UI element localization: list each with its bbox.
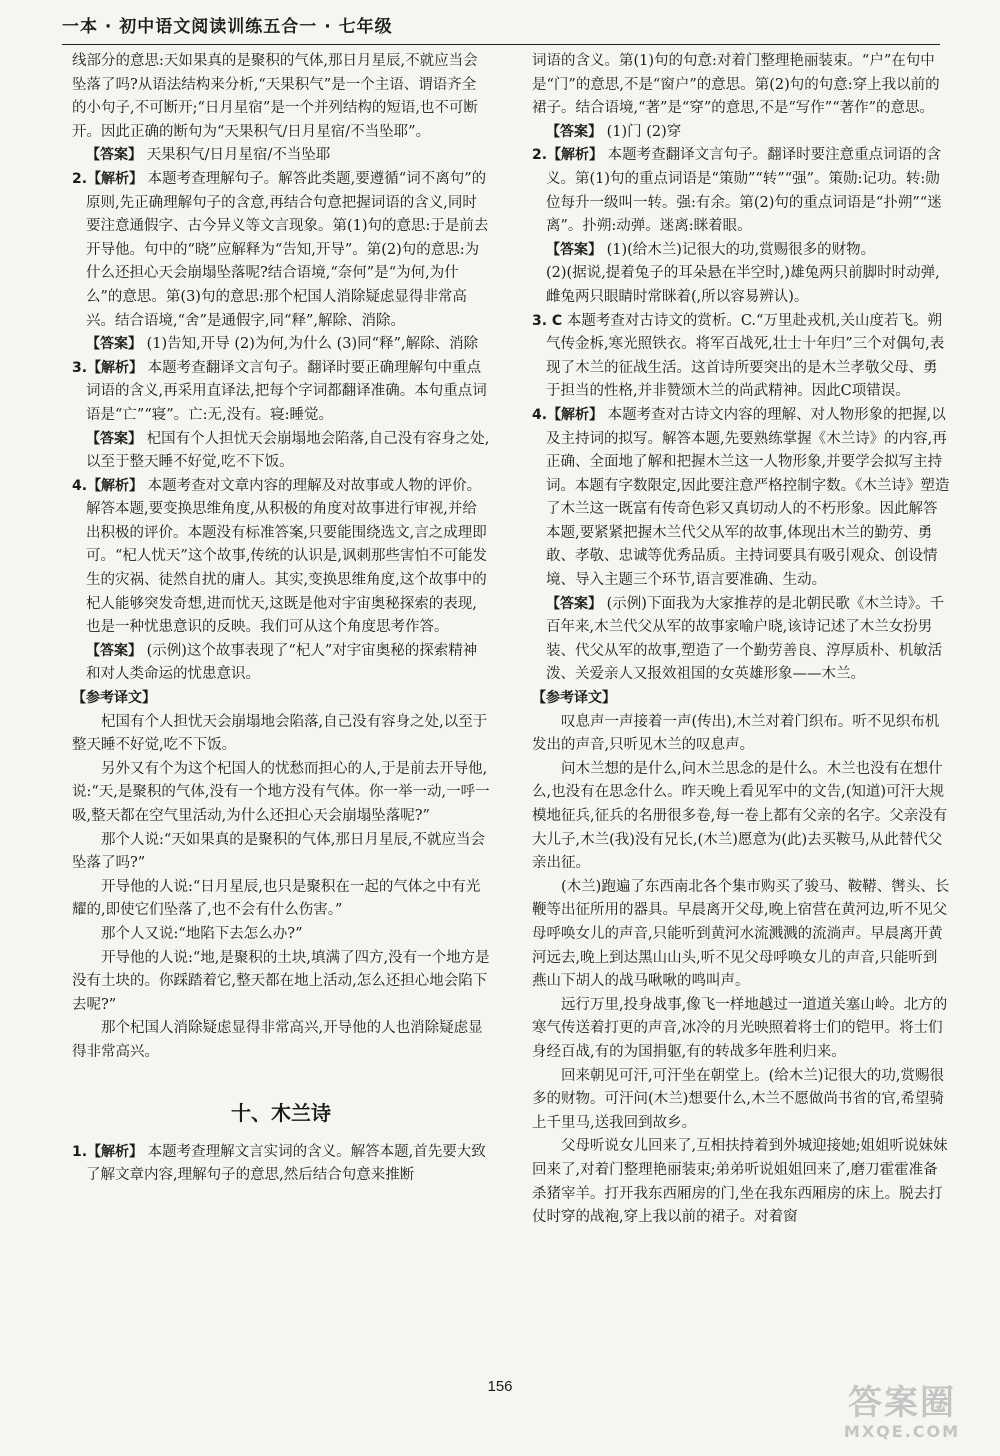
analysis-tag: 【解析】 — [87, 477, 144, 494]
answer-text: (1)门 (2)穿 — [606, 123, 682, 140]
question-4-analysis — [532, 404, 950, 593]
reference-translation-heading: 【参考译文】 — [72, 690, 156, 707]
left-column — [72, 50, 490, 1188]
answer-tag: 【答案】 — [86, 430, 142, 447]
continuation-text: 线部分的意思:天如果真的是聚积的气体,那日月星辰,不就应当会坠落了吗?从语法结构来分析,“天果积气”是一个主语、谓语齐全的小句子,不可断开;“日月星宿”是一个并列结构的短语,也不可断开。因此正确的断句为“天果积气/日月星宿/不当坠耶”。 — [72, 53, 478, 140]
question-number: 4. — [532, 406, 548, 423]
question-2-answer — [532, 239, 950, 263]
translation-paragraph: 那个人说:“天如果真的是聚积的气体,那日月星辰,不就应当会坠落了吗?” — [72, 831, 486, 872]
question-4-analysis — [72, 475, 490, 640]
question-3-analysis — [532, 310, 950, 404]
translation-paragraph: 开导他的人说:“日月星辰,也只是聚积在一起的气体之中有光耀的,即使它们坠落了,也不会有什么伤害。” — [72, 878, 481, 919]
question-3-analysis — [72, 357, 490, 428]
translation-paragraph: 远行万里,投身战事,像飞一样地越过一道道关塞山岭。北方的寒气传送着打更的声音,冰冷的月光映照着将士们的铠甲。将士们身经百战,有的为国捐躯,有的转战多年胜利归来。 — [532, 996, 948, 1060]
question-4-answer — [532, 593, 950, 687]
translation-paragraph: 回来朝见可汗,可汗坐在朝堂上。(给木兰)记很大的功,赏赐很多的财物。可汗问(木兰)想要什么,木兰不愿做尚书省的官,希望骑上千里马,送我回到故乡。 — [532, 1067, 945, 1131]
section-title: 十、木兰诗 — [231, 1100, 331, 1125]
translation-paragraph: 叹息声一声接着一声(传出),木兰对着门织布。听不见织布机发出的声音,只听见木兰的叹息声。 — [532, 713, 940, 754]
analysis-text: 本题考查对文章内容的理解及对故事或人物的评价。解答本题,要变换思维角度,从积极的角度对故事进行审视,并给出积极的评价。本题没有标准答案,只要能围绕选文,言之成理即可。“杞人忧天”这个故事,传统的认识是,讽刺那些害怕不可能发生的灾祸、徒然自扰的庸人。其实,变换思维角度,这个故事中的杞人能够突发奇想,进而忧天,这既是他对宇宙奥秘探索的表现,也是一种忧患意识的反映。我们可从这个角度思考作答。 — [86, 477, 488, 636]
translation-paragraph: 开导他的人说:“地,是聚积的土块,填满了四方,没有一个地方是没有土块的。你踩踏着它,整天都在地上活动,怎么还担心地会陷下去呢?” — [72, 949, 490, 1013]
watermark-logo-text: 答案圈 — [848, 1383, 956, 1423]
header-divider — [62, 44, 940, 45]
answer-text: 杞国有个人担忧天会崩塌地会陷落,自己没有容身之处,以至于整天睡不好觉,吃不下饭。 — [86, 430, 490, 471]
answer-tag: 【答案】 — [546, 123, 602, 140]
analysis-text: 本题考查翻译文言句子。翻译时要正确理解句中重点词语的含义,再采用直译法,把每个字词都翻译准确。本句重点词语是“亡”“寝”。亡:无,没有。寝:睡觉。 — [86, 359, 487, 423]
question-number: 2. — [532, 147, 548, 164]
analysis-text: 本题考查理解句子。解答此类题,要遵循“词不离句”的原则,先正确理解句子的含意,再结合句意把握词语的含义,同时要注意通假字、古今异义等文言现象。第(1)句的意思:于是前去开导他。句中的“晓”应解释为“告知,开导”。第(2)句的意思:为什么还担心天会崩塌坠落呢?结合语境,“奈何”是“为何,为什么”的意思。第(3)句的意思:那个杞国人消除疑虑显得非常高兴。结合语境,“舍”是通假字,同“释”,解除、消除。 — [86, 170, 489, 329]
watermark-url-text: MXQE.COM — [843, 1422, 961, 1441]
answer-tag: 【答案】 — [86, 642, 142, 659]
answer-tag: 【答案】 — [86, 336, 142, 353]
answer-text: (示例)这个故事表现了“杞人”对宇宙奥秘的探索精神和对人类命运的忧患意识。 — [86, 642, 478, 683]
question-2-analysis — [532, 144, 950, 238]
question-2-answer — [72, 333, 490, 357]
analysis-text: 本题考查对古诗文的赏析。C.“万里赴戎机,关山度若飞。朔气传金柝,寒光照铁衣。将军百战死,壮士十年归”三个对偶句,表现了木兰的征战生活。这首诗所要突出的是木兰孝敬父母、勇于担当的性格,并非赞颂木兰的尚武精神。因此C项错误。 — [546, 312, 945, 400]
answer-tag: 【答案】 — [546, 241, 602, 258]
section-question-1-analysis — [72, 1141, 490, 1188]
translation-paragraph: 那个人又说:“地陷下去怎么办?” — [101, 925, 303, 942]
analysis-text: 本题考查理解文言实词的含义。解答本题,首先要大致了解文章内容,理解句子的意思,然后结合句意来推断 — [86, 1143, 486, 1184]
page-header: 一本 · 初中语文阅读训练五合一 · 七年级 — [62, 17, 393, 37]
question-2-answer-continued: (2)(据说,提着兔子的耳朵悬在半空时,)雄兔两只前脚时时动弹,雌兔两只眼睛时常眯着(,所以容易辨认)。 — [546, 265, 940, 305]
answer-block — [72, 144, 490, 168]
answer-text: 天果积气/日月星宿/不当坠耶 — [146, 147, 331, 164]
analysis-tag: 【解析】 — [87, 1143, 144, 1160]
translation-paragraph: 另外又有个为这个杞国人的忧愁而担心的人,于是前去开导他,说:“天,是聚积的气体,没有一个地方没有气体。你一举一动,一呼一吸,整天都在空气里活动,为什么还担心天会崩塌坠落呢?” — [72, 760, 490, 824]
question-2-analysis — [72, 168, 490, 333]
question-number: 4. — [72, 477, 88, 494]
translation-paragraph: 父母听说女儿回来了,互相扶持着到外城迎接她;姐姐听说妹妹回来了,对着门整理艳丽装束;弟弟听说姐姐回来了,磨刀霍霍准备杀猪宰羊。打开我东西厢房的门,坐在我东西厢房的床上。脱去打仗时穿的战袍,穿上我以前的裙子。对着窗 — [532, 1138, 948, 1226]
question-number: 3. C — [532, 312, 563, 329]
answer-text: (1)(给木兰)记很大的功,赏赐很多的财物。 — [606, 241, 876, 258]
translation-paragraph: (木兰)跑遍了东西南北各个集市购买了骏马、鞍鞯、辔头、长鞭等出征所用的器具。早晨离开父母,晚上宿营在黄河边,听不见父母呼唤女儿的声音,只能听到黄河水流溅溅的流淌声。早晨离开黄河远去,晚上到达黑山山头,听不见父母呼唤女儿的声音,只能听到燕山下胡人的战马啾啾的鸣叫声。 — [532, 878, 950, 990]
answer-text: (示例)下面我为大家推荐的是北朝民歌《木兰诗》。千百年来,木兰代父从军的故事家喻户晓,该诗记述了木兰女扮男装、代父从军的故事,塑造了一个勤劳善良、淳厚质朴、机敏活泼、关爱亲人又报效祖国的女英雄形象——木兰。 — [546, 595, 945, 683]
analysis-tag: 【解析】 — [87, 170, 144, 187]
continuation-text: 词语的含义。第(1)句的句意:对着门整理艳丽装束。“户”在句中是“门”的意思,不是“窗户”的意思。第(2)句的句意:穿上我以前的裙子。结合语境,“著”是“穿”的意思,不是“写作”“著作”的意思。 — [532, 53, 940, 117]
analysis-text: 本题考查对古诗文内容的理解、对人物形象的把握,以及主持词的拟写。解答本题,先要熟练掌握《木兰诗》的内容,再正确、全面地了解和把握木兰这一人物形象,并要学会拟写主持词。本题有字数限定,因此要注意严格控制字数。《木兰诗》塑造了木兰这一既富有传奇色彩又真切动人的不朽形象。因此解答本题,要紧紧把握木兰代父从军的故事,体现出木兰的勤劳、勇敢、孝敬、忠诚等优秀品质。主持词要具有吸引观众、创设情境、导入主题三个环节,语言要准确、生动。 — [546, 406, 950, 589]
translation-paragraph: 那个杞国人消除疑虑显得非常高兴,开导他的人也消除疑虑显得非常高兴。 — [72, 1020, 483, 1060]
answer-block — [532, 121, 950, 145]
question-3-answer — [72, 428, 490, 475]
analysis-tag: 【解析】 — [87, 359, 144, 376]
translation-paragraph: 杞国有个人担忧天会崩塌地会陷落,自己没有容身之处,以至于整天睡不好觉,吃不下饭。 — [72, 713, 488, 754]
right-column — [532, 50, 950, 1230]
answer-text: (1)告知,开导 (2)为何,为什么 (3)同“释”,解除、消除 — [146, 336, 479, 353]
question-number: 2. — [72, 170, 88, 187]
answer-tag: 【答案】 — [546, 595, 602, 612]
question-number: 1. — [72, 1143, 88, 1160]
analysis-tag: 【解析】 — [547, 147, 604, 164]
watermark-logo — [818, 1384, 986, 1448]
translation-paragraph: 问木兰想的是什么,问木兰思念的是什么。木兰也没有在想什么,也没有在思念什么。昨天晚上看见军中的文告,(知道)可汗大规模地征兵,征兵的名册很多卷,每一卷上都有父亲的名字。父亲没有大儿子,木兰(我)没有兄长,(木兰)愿意为(此)去买鞍马,从此替代父亲出征。 — [532, 760, 948, 872]
analysis-tag: 【解析】 — [547, 406, 604, 423]
question-4-answer — [72, 640, 490, 687]
analysis-text: 本题考查翻译文言句子。翻译时要注意重点词语的含义。第(1)句的重点词语是“策勋”“转”“强”。策勋:记功。转:勋位每升一级叫一转。强:有余。第(2)句的重点词语是“扑朔”“迷离”。扑朔:动弹。迷离:眯着眼。 — [546, 147, 942, 235]
question-number: 3. — [72, 359, 88, 376]
page-number: 156 — [487, 1378, 513, 1395]
reference-translation-heading: 【参考译文】 — [532, 690, 616, 707]
answer-tag: 【答案】 — [86, 147, 142, 164]
